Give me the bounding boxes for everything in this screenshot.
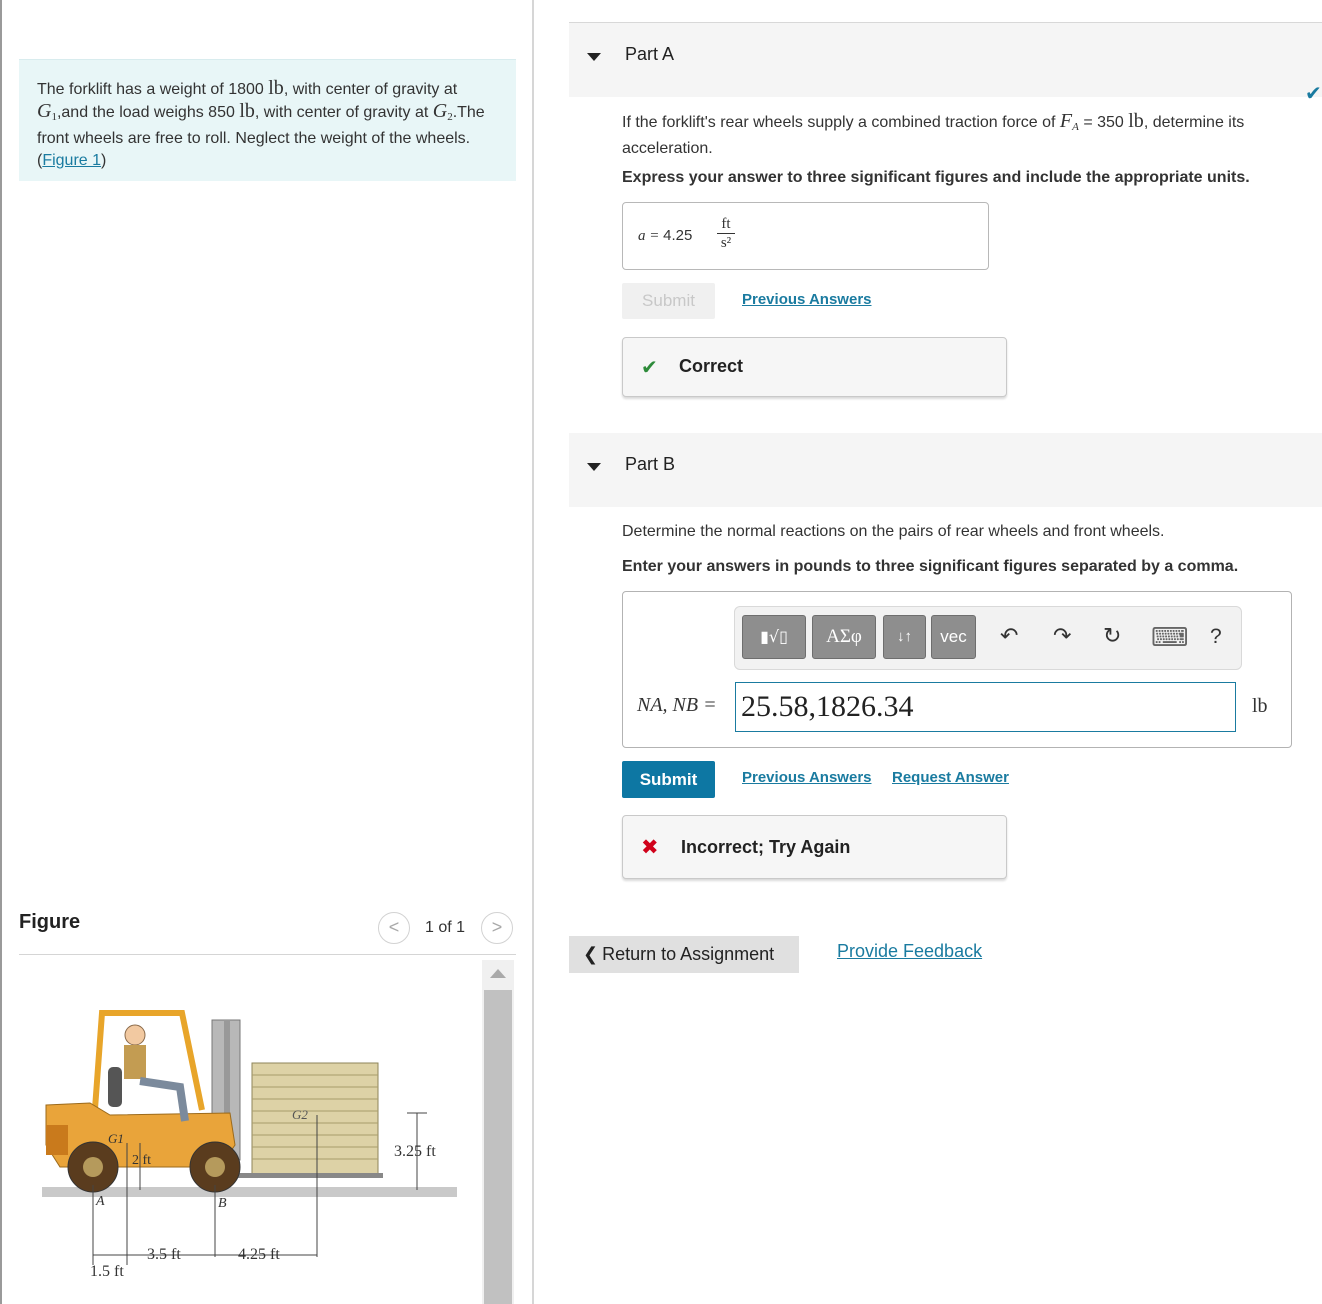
symbol-f-sub: A (1072, 121, 1079, 133)
part-b-header[interactable] (569, 433, 1322, 507)
symbol-g2-sub: 2 (447, 110, 453, 123)
label-g1: G1 (108, 1131, 124, 1146)
return-label: Return to Assignment (602, 944, 775, 964)
answer-unit: lb (1252, 695, 1268, 717)
counterweight (46, 1125, 68, 1155)
feedback-text: Incorrect; Try Again (681, 837, 851, 857)
figure-link[interactable]: Figure 1 (42, 151, 102, 169)
incorrect-x-icon: ✖ (641, 836, 659, 859)
part-a-previous-answers-link[interactable]: Previous Answers (742, 291, 872, 308)
part-b-answer-input[interactable]: 25.58,1826.34 (735, 682, 1236, 732)
part-b-question: Determine the normal reactions on the pairs of rear wheels and front wheels. (622, 523, 1165, 540)
forks (235, 1173, 383, 1178)
subscript-superscript-button[interactable]: ↓↑ (883, 615, 926, 659)
rear-wheel-hub (83, 1157, 103, 1177)
unit-denominator: s² (720, 235, 732, 251)
label-a: A (96, 1194, 105, 1209)
answer-label (638, 227, 692, 245)
part-a-submit-button[interactable]: Submit (622, 283, 715, 319)
feedback-text: Correct (679, 356, 744, 376)
problem-text: .The front wheels are free to roll. Neglect the weight of the wheels. ( (37, 103, 485, 169)
question-text: = 350 (1078, 114, 1129, 131)
window-left-border (0, 0, 2, 1304)
symbol-g1-sub: 1 (51, 110, 57, 123)
return-to-assignment-button[interactable] (569, 936, 799, 973)
answer-label-text: a = (638, 228, 664, 244)
part-a-title: Part A (625, 44, 675, 64)
pane-divider[interactable] (532, 0, 534, 1304)
question-text: , determine its acceleration. (622, 114, 1245, 157)
part-a-feedback (622, 337, 1007, 397)
request-answer-link[interactable]: Request Answer (892, 769, 1009, 786)
label-g2: G2 (292, 1107, 308, 1122)
correct-check-icon: ✔ (641, 357, 658, 379)
part-b-instruction: Enter your answers in pounds to three significant figures separated by a comma. (622, 558, 1239, 575)
vector-button[interactable]: vec (931, 615, 976, 659)
label-2ft: 2 ft (132, 1153, 152, 1168)
label-4-25ft: 4.25 ft (238, 1246, 280, 1263)
unit-lb: lb (1128, 110, 1144, 132)
figure-prev-button[interactable]: < (378, 912, 410, 944)
keyboard-icon[interactable]: ⌨ (1151, 622, 1189, 652)
collapse-caret-icon[interactable] (587, 53, 601, 61)
load-crate (252, 1063, 378, 1175)
figure-divider (19, 954, 516, 955)
greek-symbols-button[interactable]: ΑΣφ (812, 615, 876, 659)
label-b: B (218, 1196, 227, 1211)
scroll-up-arrow-icon[interactable] (482, 960, 514, 986)
problem-text: , with center of gravity at (283, 81, 458, 98)
driver-head (125, 1025, 145, 1045)
answer-label: NA, NB = (637, 694, 717, 716)
redo-icon[interactable]: ↷ (1053, 623, 1072, 648)
front-wheel-hub (205, 1157, 225, 1177)
problem-statement (19, 59, 516, 181)
part-a-complete-check-icon: ✔ (1305, 83, 1322, 105)
forklift-figure (30, 995, 470, 1295)
part-b-submit-button[interactable]: Submit (622, 761, 715, 798)
part-a-instruction: Express your answer to three significant figures and include the appropriate units. (622, 169, 1250, 186)
problem-text: The forklift has a weight of 1800 (37, 81, 269, 98)
driver-body (124, 1045, 146, 1079)
provide-feedback-link[interactable]: Provide Feedback (837, 941, 983, 961)
problem-text: ) (101, 151, 107, 169)
part-b-title: Part B (625, 454, 676, 474)
symbol-f: F (1059, 110, 1073, 132)
question-text: If the forklift's rear wheels supply a combined traction force of (622, 114, 1060, 131)
answer-value: 4.25 (663, 227, 693, 244)
collapse-caret-icon[interactable] (587, 463, 601, 471)
label-3-25ft: 3.25 ft (394, 1143, 436, 1160)
math-toolbar (734, 606, 1242, 670)
problem-text: ,and the load weighs 850 (56, 103, 240, 121)
unit-numerator: ft (717, 215, 735, 234)
label-1-5ft: 1.5 ft (90, 1263, 124, 1280)
problem-text: , with center of gravity at (254, 103, 429, 121)
answer-unit (717, 215, 735, 252)
figure-counter: 1 of 1 (425, 919, 466, 936)
unit-lb: lb (239, 99, 255, 122)
part-a-answer-box (622, 202, 989, 270)
seat (108, 1067, 122, 1107)
reset-icon[interactable]: ↻ (1103, 623, 1122, 648)
chevron-left-icon: ❮ (583, 944, 599, 964)
unit-lb: lb (268, 77, 284, 99)
symbol-g1: G (37, 99, 52, 122)
part-b-previous-answers-link[interactable]: Previous Answers (742, 769, 872, 786)
scrollbar-thumb[interactable] (484, 990, 512, 1304)
figure-title: Figure (19, 911, 81, 933)
label-3-5ft: 3.5 ft (147, 1246, 181, 1263)
symbol-g2: G (432, 99, 448, 122)
templates-button[interactable]: ▮√▯ (742, 615, 806, 659)
figure-next-button[interactable]: > (481, 912, 513, 944)
part-a-header[interactable] (569, 23, 1322, 97)
help-icon[interactable]: ? (1210, 625, 1222, 648)
part-a-question (622, 110, 1312, 160)
undo-icon[interactable]: ↶ (1000, 623, 1019, 648)
part-b-feedback (622, 815, 1007, 879)
